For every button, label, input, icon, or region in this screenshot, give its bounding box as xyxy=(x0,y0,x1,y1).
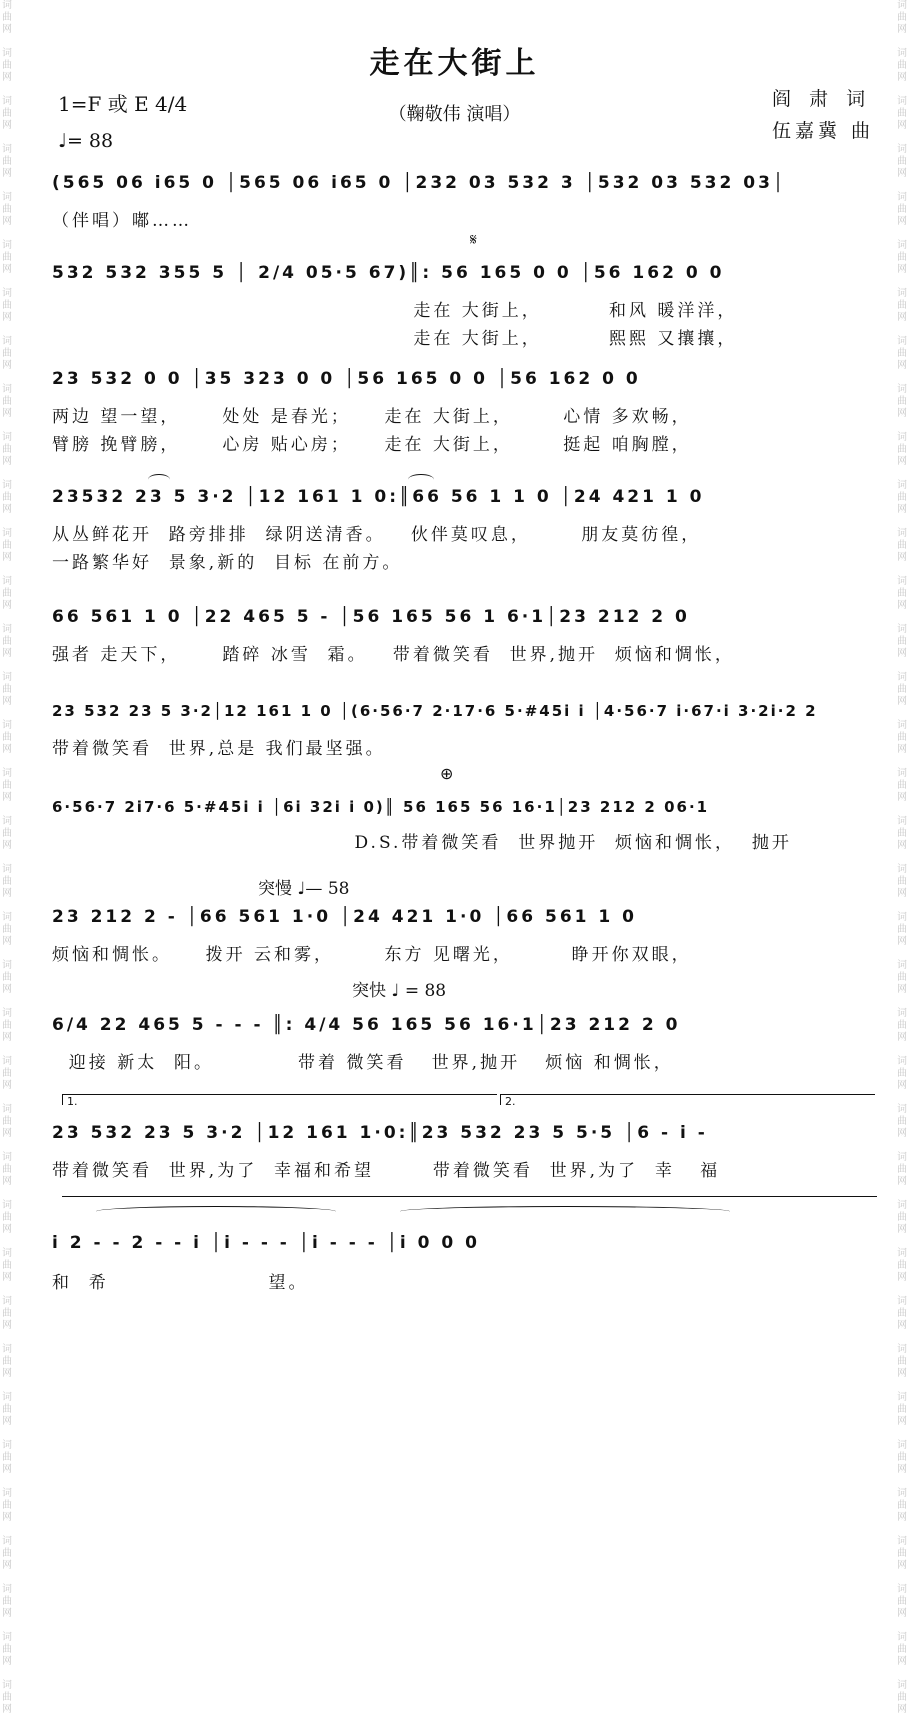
lyric-line: 迎接 新太 阳。 带着 微笑看 世界,抛开 烦恼 和惆怅， xyxy=(52,1053,674,1073)
lyric-line: （伴唱）嘟…… xyxy=(52,211,192,231)
left-watermark-strip: 词 曲 网 词 曲 网 词 曲 网 词 曲 网 词 曲 网 词 曲 网 词 曲 网 词 曲 网 词 曲 网 词 曲 网 词 曲 网 词 曲 网 词 曲 网 词 曲 网 词 曲 网 词 曲 网 词 曲 网 词 曲 网 词 曲 网 词 曲 网 词 曲 网 词 曲 网 词 曲 网 词 曲 网 词 曲 网 词 曲 网 词 曲 网 词 曲 网 词 曲 网 词 曲 网 词 曲 网 词 曲 网 词 曲 网 词 曲 网 词 曲 网 词 曲 网 xyxy=(2,0,12,1715)
notation-line: 66 561 1 0 │22 465 5 - │56 165 56 1 6·1│23 212 2 0 xyxy=(52,607,690,627)
singer-credit: （鞠敬伟 演唱） xyxy=(388,104,521,125)
score-row-10 xyxy=(52,1118,869,1181)
ending-rule xyxy=(62,1196,877,1197)
lyric-line: 烦恼和惆怅。 拨开 云和雾， 东方 见曙光， 睁开你双眼， xyxy=(52,945,692,965)
lyric-line: 强者 走天下， 踏碎 冰雪 霜。 带着微笑看 世界,抛开 烦恼和惆怅， xyxy=(52,645,735,665)
tempo-fast-marking: 突快 ♩ = 88 xyxy=(352,981,447,1001)
lyric-line: 臂膀 挽臂膀， 心房 贴心房； 走在 大街上， 挺起 咱胸膛， xyxy=(52,435,692,455)
score-row-6 xyxy=(52,696,869,759)
lyric-line: 带着微笑看 世界,为了 幸福和希望 带着微笑看 世界,为了 幸 福 xyxy=(52,1161,721,1181)
score-row-5 xyxy=(52,602,869,665)
score-row-3 xyxy=(52,364,869,455)
lyric-line: 两边 望一望， 处处 是春光； 走在 大街上， 心情 多欢畅， xyxy=(52,407,692,427)
score-row-9 xyxy=(52,1010,869,1073)
notation-line: 23532 23 5 3·2 │12 161 1 0:║66 56 1 1 0 │24 421 1 0 xyxy=(52,487,705,507)
notation-line: 23 212 2 - │66 561 1·0 │24 421 1·0 │66 561 1 0 xyxy=(52,907,637,927)
notation-line: 6·56·7 2i7·6 5·#45i i │6i 32i i 0)║ 56 165 56 16·1│23 212 2 06·1 xyxy=(52,798,710,816)
lyric-line: 带着微笑看 世界,总是 我们最坚强。 xyxy=(52,739,386,759)
notation-line: (565 06 i65 0 │565 06 i65 0 │232 03 532 3 │532 03 532 03│ xyxy=(52,173,787,193)
notation-line: 23 532 23 5 3·2│12 161 1 0 │(6·56·7 2·17·6 5·#45i i │4·56·7 i·67·i 3·2i·2 2 xyxy=(52,702,818,720)
lyric-line: 和 希 望。 xyxy=(52,1273,309,1293)
lyric-line: 从丛鲜花开 路旁排排 绿阴送清香。 伙伴莫叹息， 朋友莫彷徨， xyxy=(52,525,702,545)
notation-line: 532 532 355 5 │ 2/4 05·5 67)║: 56 165 0 0 │56 162 0 0 xyxy=(52,263,725,283)
volta-2-bracket xyxy=(500,1094,875,1108)
volta-1-bracket xyxy=(62,1094,497,1108)
song-title: 走在大街上 xyxy=(369,46,540,81)
coda-sign: ⊕ xyxy=(440,764,454,783)
segno-sign: 𝄋 xyxy=(470,230,477,249)
lyric-line: 一路繁华好 景象,新的 目标 在前方。 xyxy=(52,553,403,573)
notation-line: 23 532 0 0 │35 323 0 0 │56 165 0 0 │56 162 0 0 xyxy=(52,369,641,389)
notation-line: i 2 - - 2 - - i │i - - - │i - - - │i 0 0 0 xyxy=(52,1233,480,1253)
score-row-4 xyxy=(52,482,869,573)
notation-line: 6/4 22 465 5 - - - ║: 4/4 56 165 56 16·1│23 212 2 0 xyxy=(52,1015,681,1035)
key-signature: 1=F 或 E 4/4 xyxy=(58,92,188,116)
tempo-marking: ♩= 88 xyxy=(58,130,114,152)
score-row-2 xyxy=(52,258,869,349)
score-row-1 xyxy=(52,168,869,231)
lyric-line: D.S.带着微笑看 世界抛开 烦恼和惆怅， 抛开 xyxy=(52,833,792,853)
lyric-line: 走在 大街上， 熙熙 又攘攘， xyxy=(52,329,738,349)
tempo-slow-marking: 突慢 ♩— 58 xyxy=(258,879,350,899)
score-row-8 xyxy=(52,902,869,965)
composer-credit: 伍嘉冀 曲 xyxy=(772,120,875,142)
notation-line: 23 532 23 5 3·2 │12 161 1·0:║23 532 23 5 5·5 │6 - i - xyxy=(52,1123,708,1143)
score-row-11 xyxy=(52,1228,869,1293)
lyricist-credit: 阎 肃 词 xyxy=(772,88,872,110)
score-row-7 xyxy=(52,792,869,853)
volta-2-label: 2. xyxy=(505,1095,516,1108)
lyric-line: 走在 大街上， 和风 暖洋洋， xyxy=(52,301,738,321)
volta-1-label: 1. xyxy=(67,1095,78,1108)
right-watermark-strip: 词 曲 网 词 曲 网 词 曲 网 词 曲 网 词 曲 网 词 曲 网 词 曲 网 词 曲 网 词 曲 网 词 曲 网 词 曲 网 词 曲 网 词 曲 网 词 曲 网 词 曲 网 词 曲 网 词 曲 网 词 曲 网 词 曲 网 词 曲 网 词 曲 网 词 曲 网 词 曲 网 词 曲 网 词 曲 网 词 曲 网 词 曲 网 词 曲 网 词 曲 网 词 曲 网 词 曲 网 词 曲 网 词 曲 网 词 曲 网 词 曲 网 词 曲 网 xyxy=(897,0,907,1715)
